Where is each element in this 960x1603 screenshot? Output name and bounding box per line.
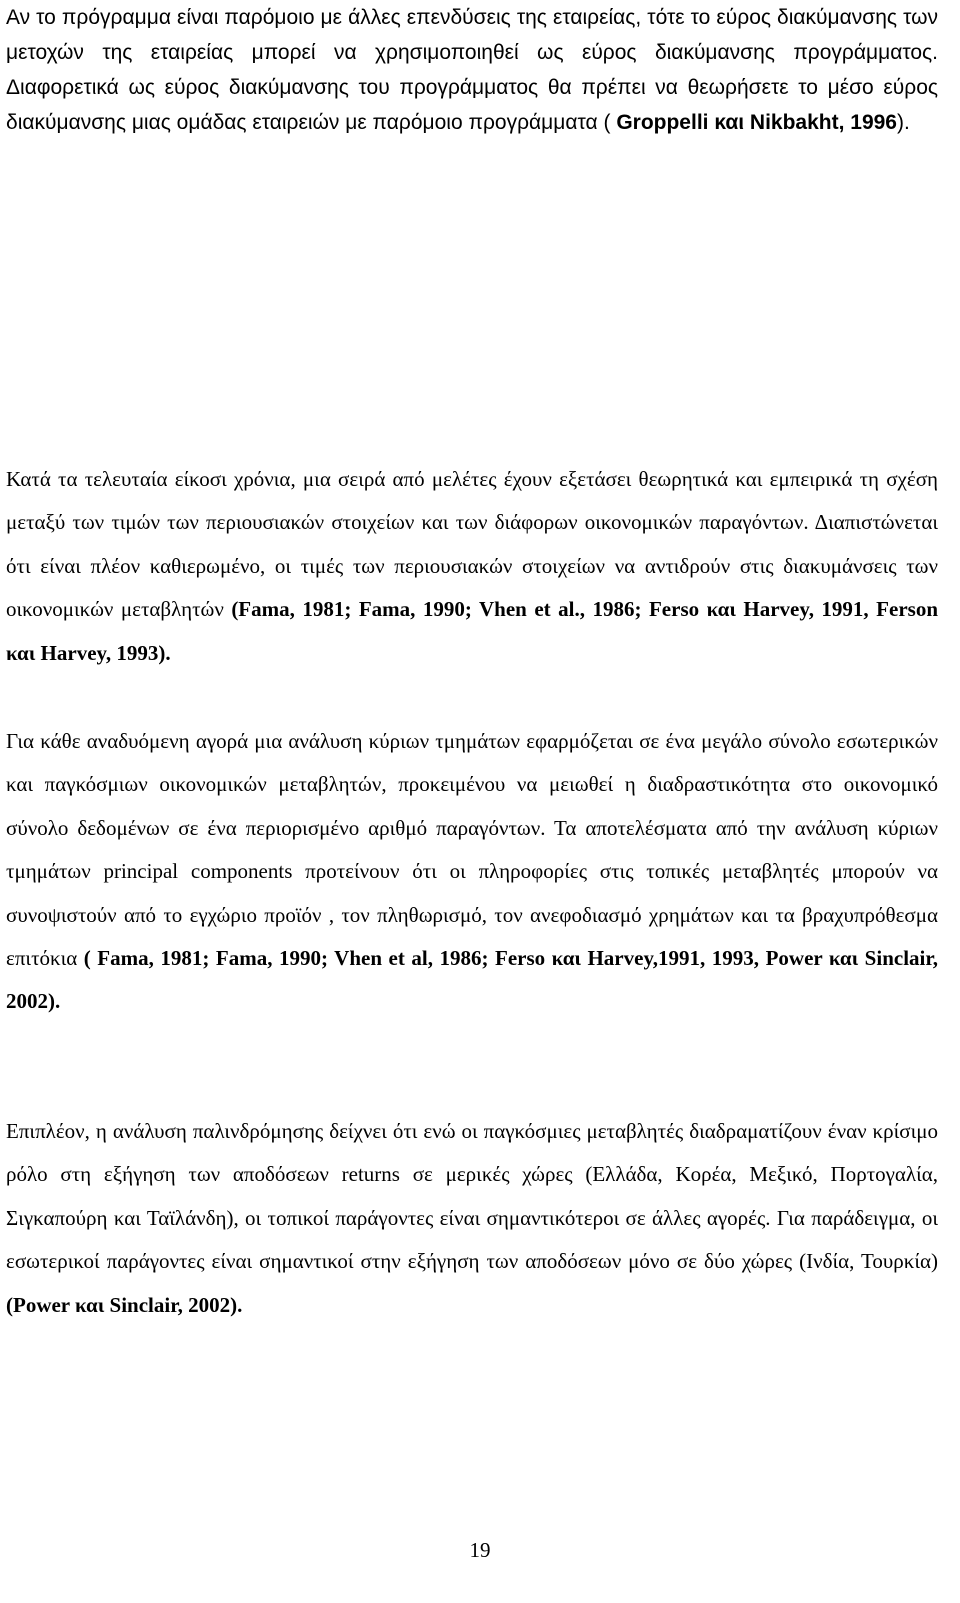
paragraph-regression-text: Επιπλέον, η ανάλυση παλινδρόμησης δείχνει ότι ενώ οι παγκόσμιες μεταβλητές διαδραματίζουν έναν κρίσιμο ρόλο στη εξήγηση των αποδόσεων returns σε μερικές χώρες (Ελλάδα, Κορέα, Μεξικό, Πορτογαλία, Σιγκαπούρη και Ταϊλάνδη), οι τοπικοί παράγοντες είναι σημαντικότεροι σε άλλες αγορές. Για παράδειγμα, οι εσωτερικοί παράγοντες είναι σημαντικοί στην εξήγηση των αποδόσεων μόνο σε δύο χώρες (Ινδία, Τουρκία) [6, 1119, 938, 1274]
citation-groppelli: Groppelli και Nikbakht, 1996 [616, 111, 897, 134]
paragraph-economic-factors [6, 458, 938, 675]
paragraph-economic-factors-text: Κατά τα τελευταία είκοσι χρόνια, μια σειρά από μελέτες έχουν εξετάσει θεωρητικά και εμπειρικά τη σχέση μεταξύ των τιμών των περιουσιακών στοιχείων και των διάφορων οικονομικών παραγόντων. Διαπιστώνεται ότι είναι πλέον καθιερωμένο, οι τιμές των περιουσιακών στοιχείων να αντιδρούν στις διακυμάνσεις των οικονομικών μεταβλητών [6, 467, 938, 622]
citation-power-sinclair: (Power και Sinclair, 2002). [6, 1292, 243, 1317]
paragraph-intro-end: ). [896, 111, 910, 134]
paragraph-principal-components [6, 720, 938, 1024]
paragraph-intro-text: Αν το πρόγραμμα είναι παρόμοιο με άλλες επενδύσεις της εταιρείας, τότε το εύρος διακύμανσης των μετοχών της εταιρείας μπορεί να χρησιμοποιηθεί ως εύρος διακύμανσης προγράμματος. Διαφορετικά ως εύρος διακύμανσης του προγράμματος θα πρέπει να θεωρήσετε το μέσο εύρος διακύμανσης μιας ομάδας εταιρειών με παρόμοιο προγράμματα ( [6, 6, 938, 134]
citation-fama-power: ( Fama, 1981; Fama, 1990; Vhen et al, 1986; Ferso και Harvey,1991, 1993, Power και Sinclair, 2002). [6, 946, 939, 1014]
page-number: 19 [469, 1538, 491, 1562]
paragraph-intro [6, 0, 938, 140]
citation-fama-ferson: (Fama, 1981; Fama, 1990; Vhen et al., 1986; Ferso και Harvey, 1991, Ferson και Harvey, 1993). [6, 597, 938, 665]
paragraph-regression [6, 1110, 938, 1327]
paragraph-principal-components-text: Για κάθε αναδυόμενη αγορά μια ανάλυση κύριων τμημάτων εφαρμόζεται σε ένα μεγάλο σύνολο εσωτερικών και παγκόσμιων οικονομικών μεταβλητών, προκειμένου να μειωθεί η διαδραστικότητα στο οικονομικό σύνολο δεδομένων σε ένα περιορισμένο αριθμό παραγόντων. Τα αποτελέσματα από την ανάλυση κύριων τμημάτων principal components προτείνουν ότι οι πληροφορίες στις τοπικές μεταβλητές μπορούν να συνοψιστούν από το εγχώριο προϊόν , τον πληθωρισμό, τον ανεφοδιασμό χρημάτων και τα βραχυπρόθεσμα επιτόκια [6, 729, 938, 971]
